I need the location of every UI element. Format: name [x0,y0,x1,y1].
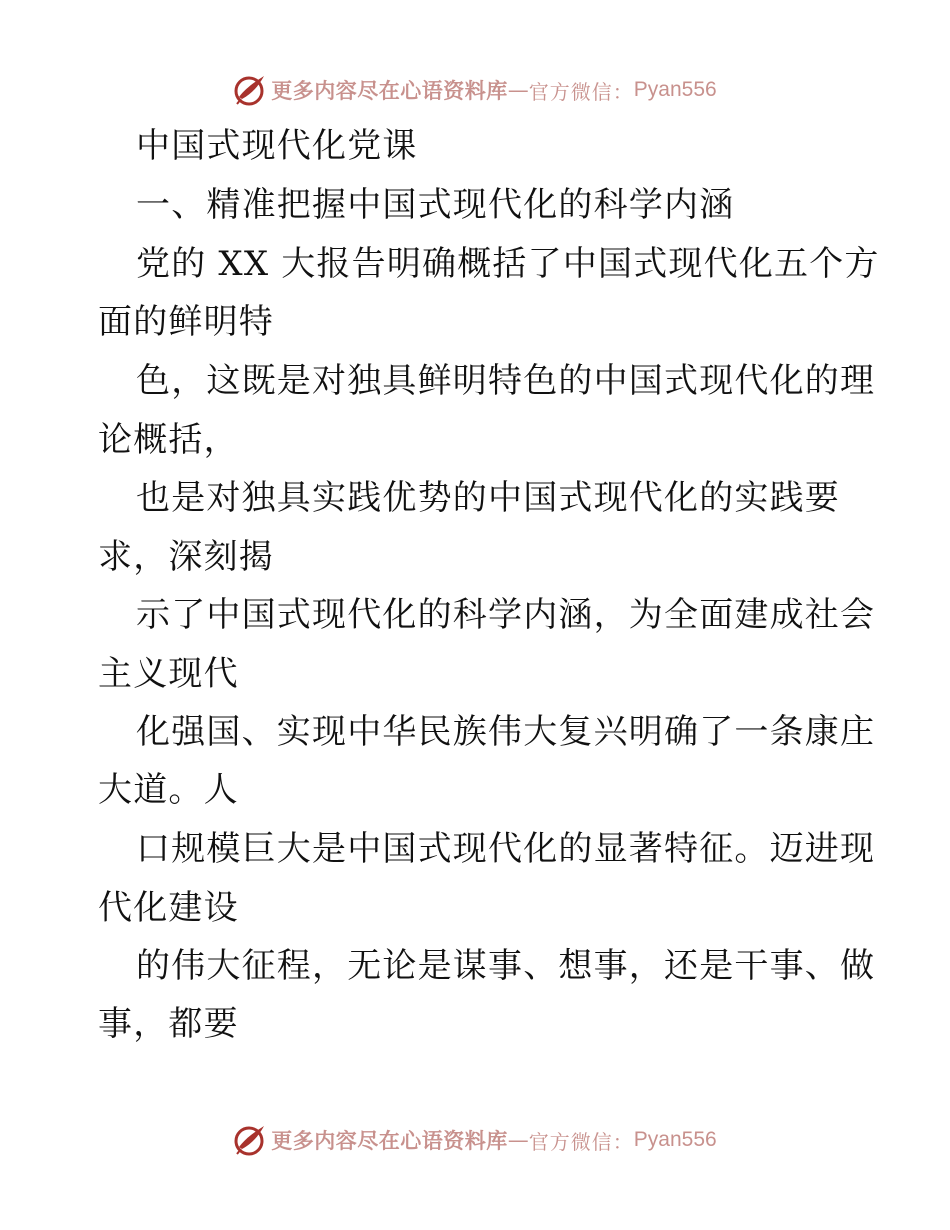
watermark-wechat-id: Pyan556 [633,78,717,101]
quill-logo-icon [233,1123,267,1157]
watermark-wechat-label: 官方微信： [528,1129,634,1154]
paragraph-line: 党的 XX 大报告明确概括了中国式现代化五个方 [136,244,880,284]
paragraph-line: 的伟大征程，无论是谋事、想事，还是干事、做 [136,946,876,986]
paragraph-line: 面的鲜明特 [98,302,274,342]
paragraph-line: 代化建设 [98,888,239,928]
watermark-dash: — [507,1128,529,1152]
paragraph-line: 主义现代 [98,654,239,694]
watermark-text: 更多内容尽在心语资料库 [271,1128,508,1153]
footer-watermark [0,1120,950,1160]
quill-logo-icon [233,73,267,107]
watermark-dash: — [507,78,529,102]
watermark-text: 更多内容尽在心语资料库 [271,78,508,103]
paragraph-line: 求，深刻揭 [98,537,274,577]
document-title: 中国式现代化党课 [136,126,418,166]
section-heading: 一、精准把握中国式现代化的科学内涵 [136,185,735,225]
watermark-wechat-label: 官方微信： [528,79,634,104]
paragraph-line: 化强国、实现中华民族伟大复兴明确了一条康庄 [136,712,876,752]
paragraph-line: 也是对独具实践优势的中国式现代化的实践要 [136,478,840,518]
watermark-wechat-id: Pyan556 [633,1128,717,1151]
paragraph-line: 示了中国式现代化的科学内涵，为全面建成社会 [136,595,876,635]
paragraph-line: 事，都要 [98,1004,239,1044]
paragraph-line: 大道。人 [98,770,239,810]
paragraph-line: 色，这既是对独具鲜明特色的中国式现代化的理 [136,361,876,401]
paragraph-line: 口规模巨大是中国式现代化的显著特征。迈进现 [136,829,876,869]
paragraph-line: 论概括， [98,420,239,460]
header-watermark [0,70,950,110]
